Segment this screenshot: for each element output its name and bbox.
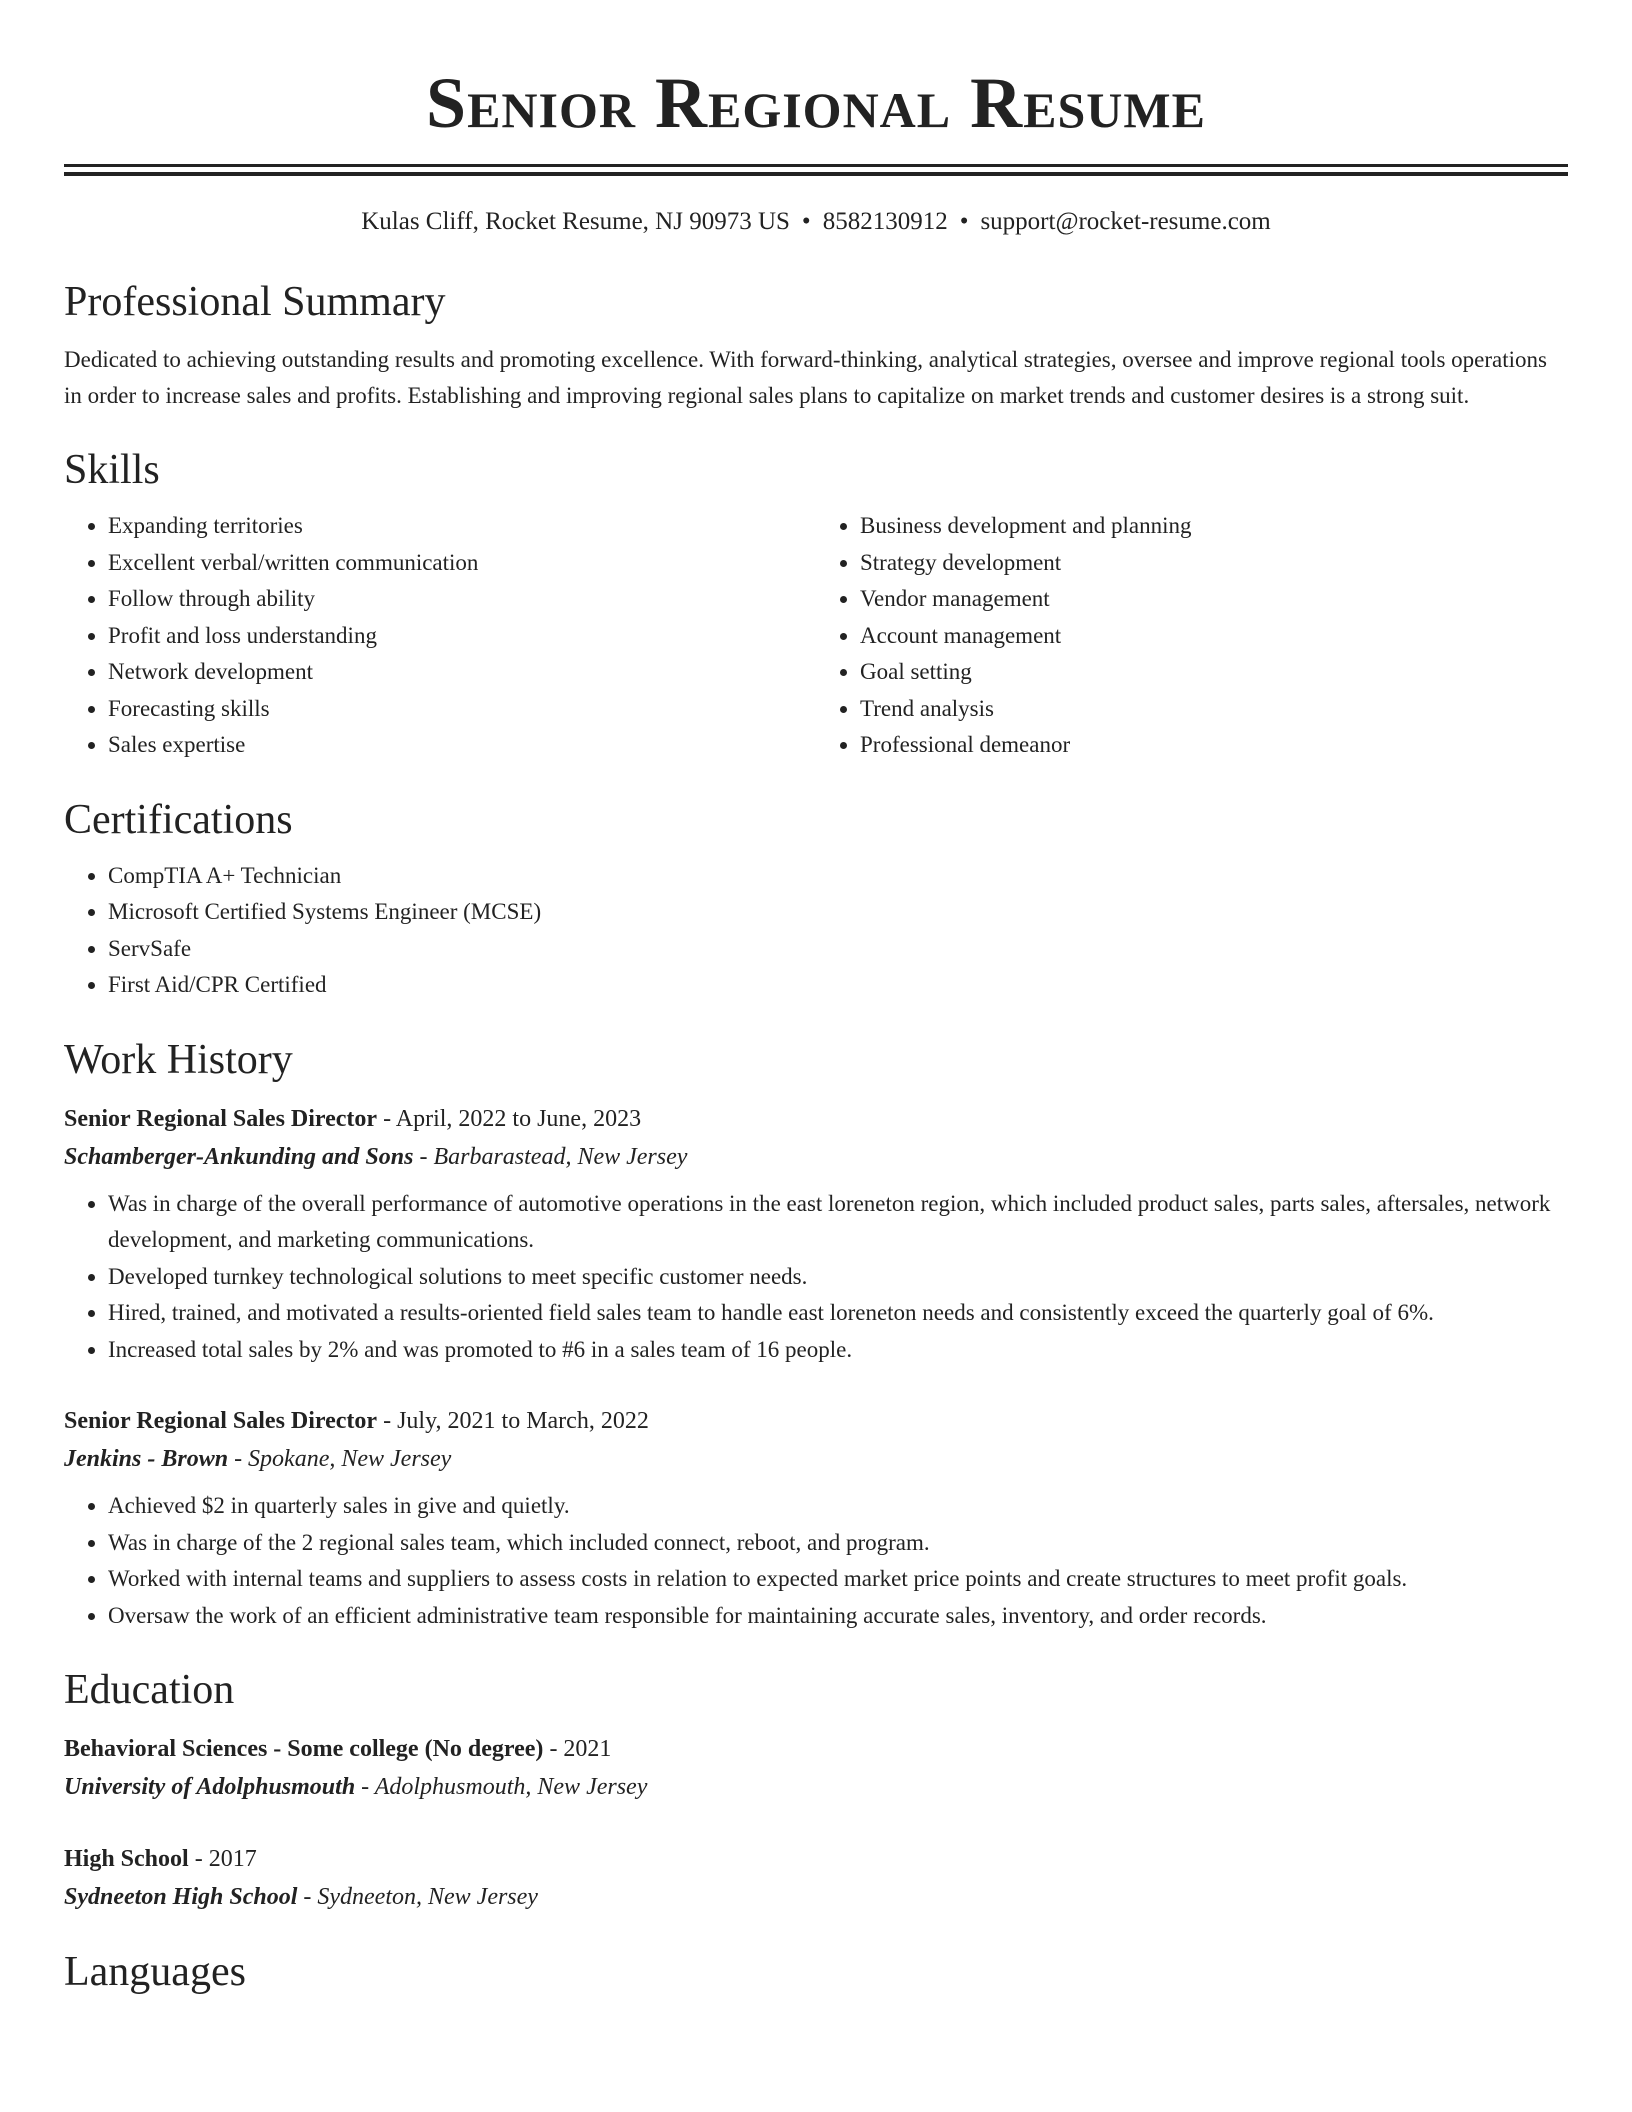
education-year: - 2017 [188,1846,257,1872]
job-location: - Barbarastead, New Jersey [413,1143,688,1170]
job-title: Senior Regional Sales Director [64,1408,378,1434]
education-entry [64,1730,1568,1806]
skill-item: • Vendor management [860,581,1568,618]
contact-separator: • [959,208,969,235]
job-dates: - April, 2022 to June, 2023 [377,1105,642,1132]
skill-item: • Trend analysis [860,691,1568,728]
job-entry [64,1100,1568,1369]
certifications-heading: Certifications [64,796,293,843]
resume-page [64,0,1568,1998]
skill-item: • Sales expertise [108,727,816,764]
education-entry [64,1840,1568,1916]
skill-item: • Follow through ability [108,581,816,618]
certifications-list [64,858,1568,1004]
job-company: Schamberger-Ankunding and Sons [64,1143,414,1170]
education-year: - 2021 [543,1736,612,1762]
job-bullets [64,1488,1568,1634]
skill-item: • Goal setting [860,654,1568,691]
education-school-line [64,1768,1568,1806]
job-entry [64,1402,1568,1634]
job-title: Senior Regional Sales Director [64,1105,378,1132]
education-degree: High School [64,1846,189,1872]
languages-heading: Languages [64,1949,246,1995]
summary-text: Dedicated to achieving outstanding results and promoting excellence. With forward-thinking, analytical strategies, oversee and improve regional tools operations in order to increase sales and profits. Establishing and improving regional sales plans to capitalize on market trends and customer desires is a strong suit. [64,347,1547,408]
job-bullet: • Developed turnkey technological solutions to meet specific customer needs. [108,1259,1568,1296]
education-section [64,1664,1568,1916]
certification-item: • First Aid/CPR Certified [108,967,1568,1004]
skill-item: • Professional demeanor [860,727,1568,764]
languages-section [64,1946,1568,1998]
education-school-line [64,1878,1568,1916]
contact-phone: 8582130912 [822,208,948,235]
skills-list-left [64,508,816,764]
contact-email[interactable]: support@rocket-resume.com [980,208,1271,235]
contact-line [64,206,1568,238]
contact-address: Kulas Cliff, Rocket Resume, NJ 90973 US [361,208,790,235]
skill-item: • Profit and loss understanding [108,618,816,655]
skill-item: • Strategy development [860,545,1568,582]
summary-heading: Professional Summary [64,279,446,325]
skill-item: • Business development and planning [860,508,1568,545]
job-title-line [64,1402,1568,1440]
certification-item: • ServSafe [108,931,1568,968]
skill-item: • Excellent verbal/written communication [108,545,816,582]
education-degree-line [64,1730,1568,1768]
work-history-heading: Work History [64,1036,293,1083]
summary-section [64,276,1568,414]
education-degree: Behavioral Sciences - Some college (No degree) [64,1736,544,1762]
job-company-line [64,1440,1568,1478]
skill-item: • Network development [108,654,816,691]
certification-item: • CompTIA A+ Technician [108,858,1568,895]
job-bullet: • Worked with internal teams and suppliers to assess costs in relation to expected market price points and create structures to meet profit goals. [108,1561,1568,1598]
job-company: Jenkins - Brown [64,1446,229,1472]
job-dates: - July, 2021 to March, 2022 [377,1408,649,1434]
job-bullet: • Achieved $2 in quarterly sales in give and quietly. [108,1488,1568,1525]
certification-item: • Microsoft Certified Systems Engineer (MCSE) [108,894,1568,931]
job-bullets [64,1186,1568,1369]
title-divider [64,164,1568,176]
job-title-line [64,1100,1568,1138]
education-school: University of Adolphusmouth [64,1774,356,1800]
skills-columns [64,508,1568,764]
job-bullet: • Was in charge of the overall performance of automotive operations in the east loreneton region, which included product sales, parts sales, aftersales, network development, and marketing communications. [108,1186,1568,1259]
job-bullet: • Oversaw the work of an efficient administrative team responsible for maintaining accurate sales, inventory, and order records. [108,1598,1568,1635]
education-degree-line [64,1840,1568,1878]
resume-title: Senior Regional Resume [426,63,1206,143]
skills-section [64,444,1568,764]
job-location: - Spokane, New Jersey [228,1446,452,1472]
skill-item: • Forecasting skills [108,691,816,728]
education-location: - Sydneeton, New Jersey [297,1884,538,1910]
education-location: - Adolphusmouth, New Jersey [355,1774,648,1800]
skills-heading: Skills [64,447,160,493]
job-bullet: • Increased total sales by 2% and was promoted to #6 in a sales team of 16 people. [108,1332,1568,1369]
skills-list-right [816,508,1568,764]
contact-separator: • [801,208,811,235]
certifications-section [64,794,1568,1004]
job-bullet: • Was in charge of the 2 regional sales team, which included connect, reboot, and program. [108,1525,1568,1562]
education-school: Sydneeton High School [64,1884,298,1910]
job-company-line [64,1138,1568,1176]
skill-item: • Account management [860,618,1568,655]
education-heading: Education [64,1667,235,1713]
job-bullet: • Hired, trained, and motivated a results-oriented field sales team to handle east loreneton needs and consistently exceed the quarterly goal of 6%. [108,1295,1568,1332]
skill-item: • Expanding territories [108,508,816,545]
work-history-section [64,1034,1568,1635]
